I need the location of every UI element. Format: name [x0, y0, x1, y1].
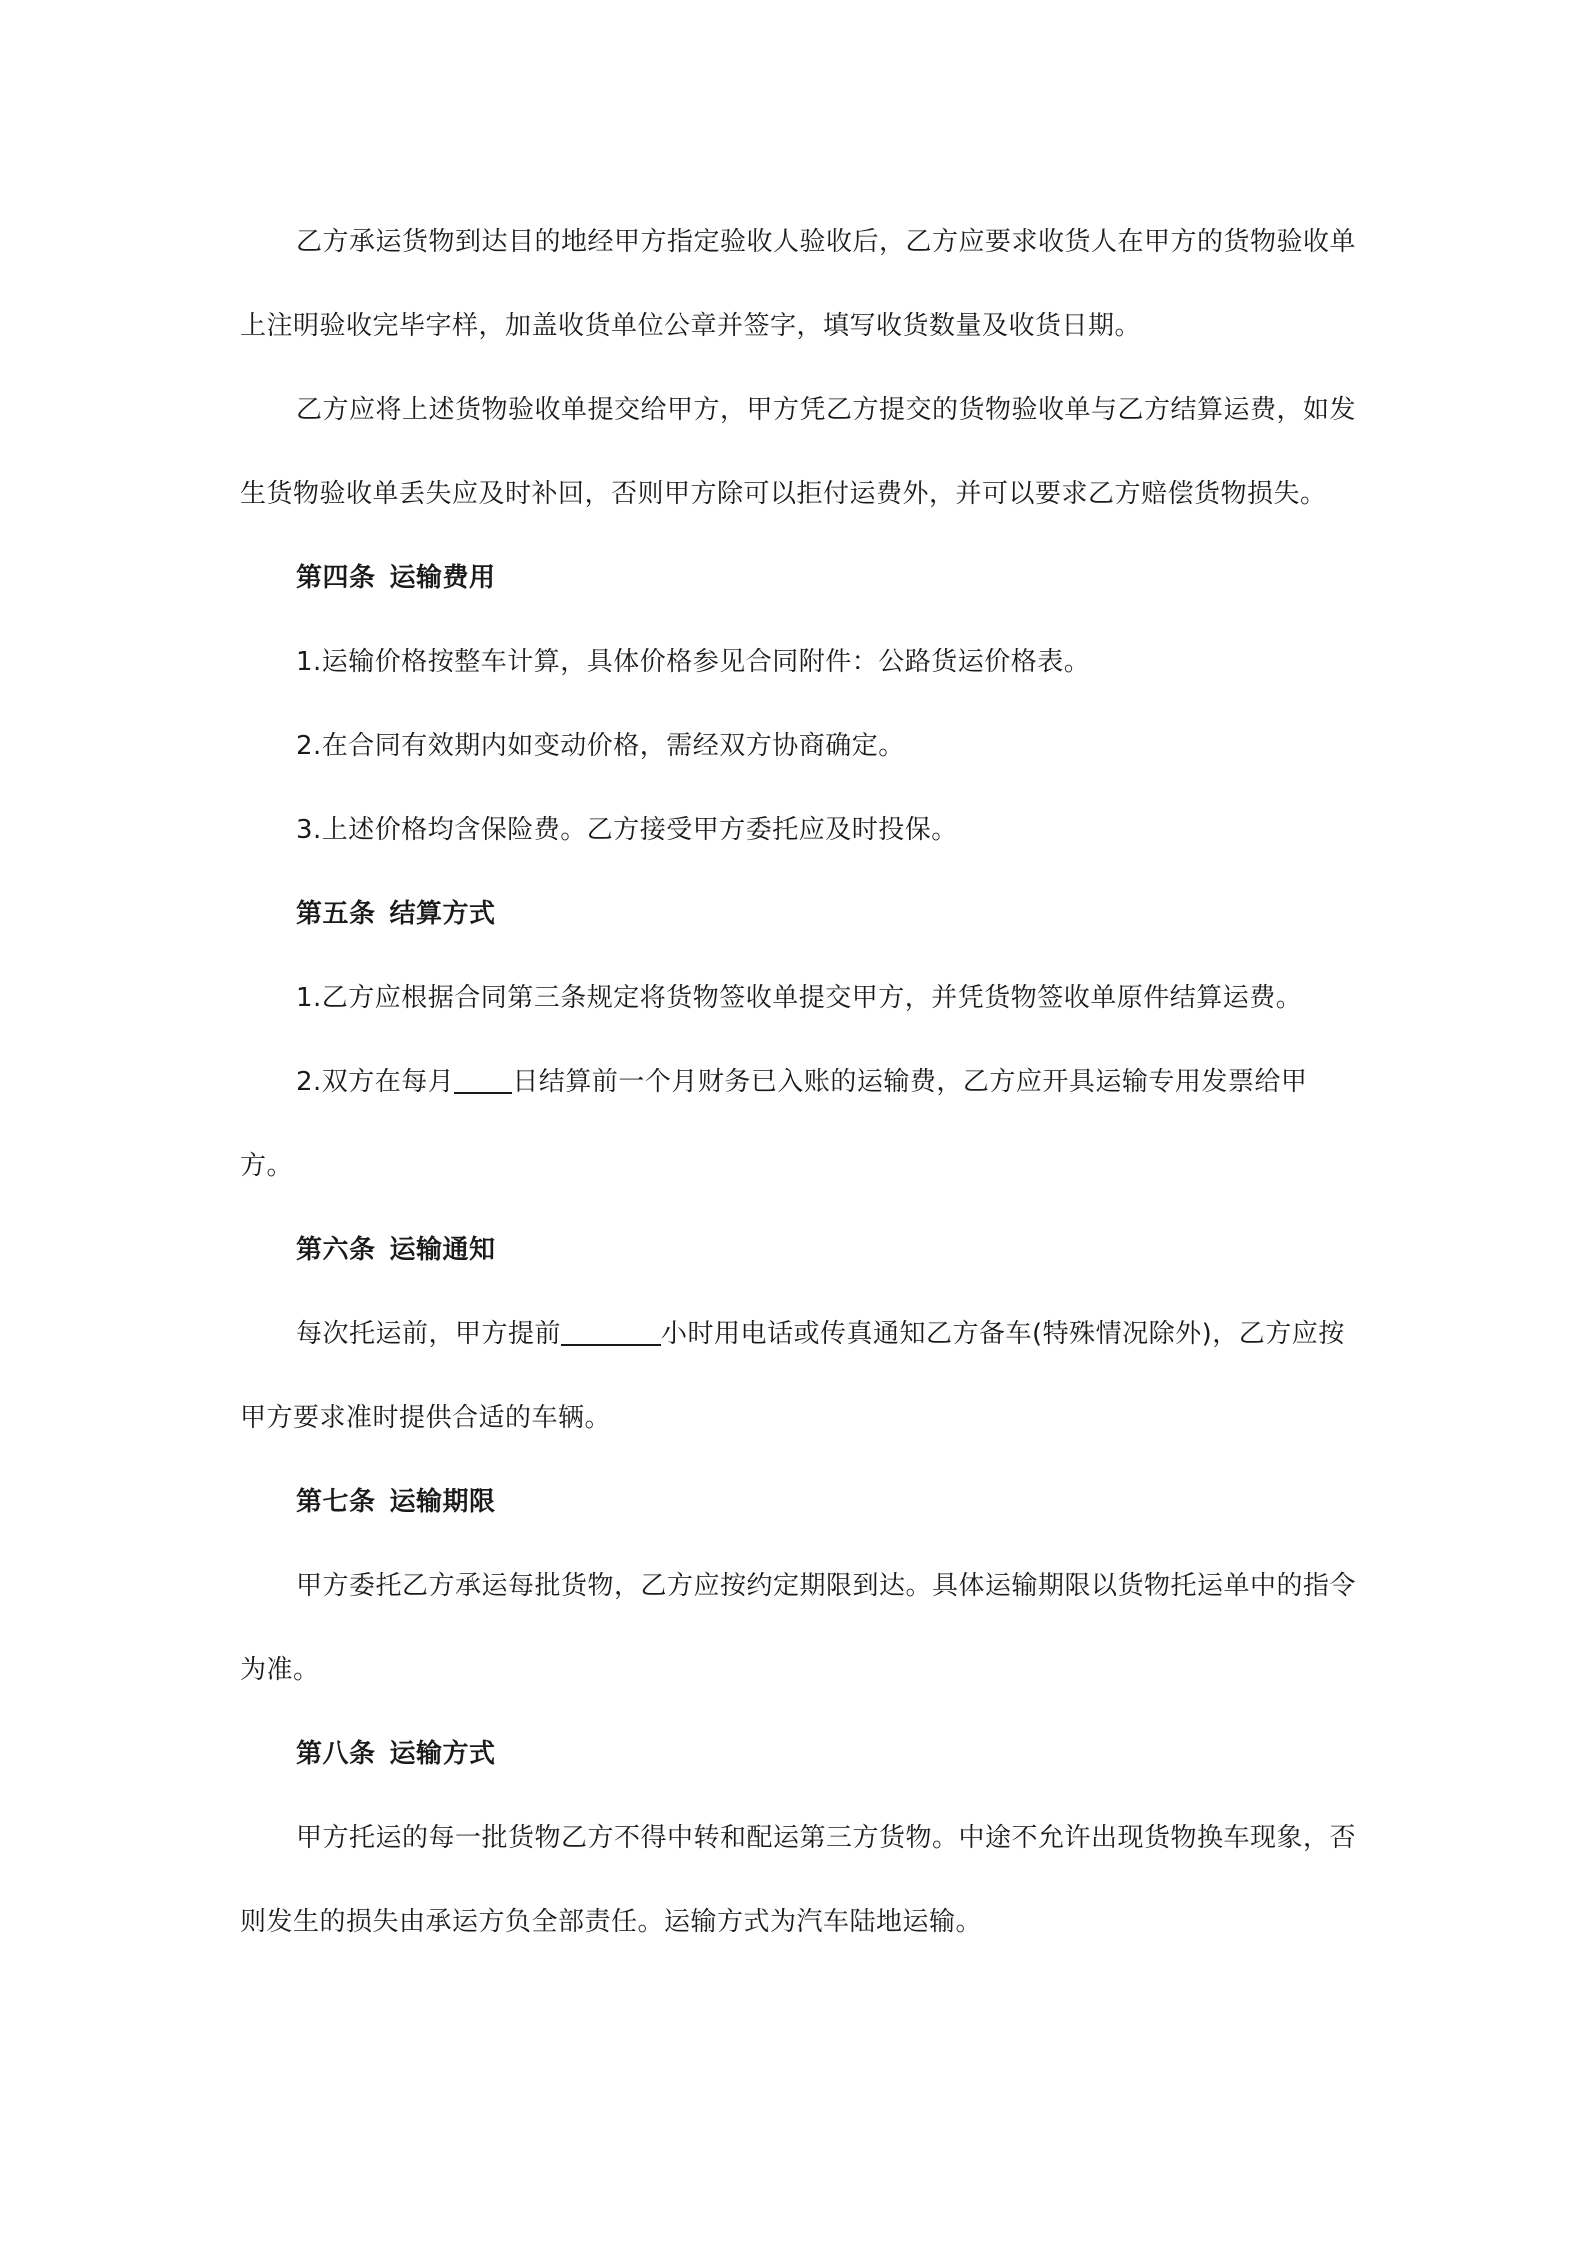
article-6-text	[240, 1292, 1356, 1460]
article-5-title: 结算方式	[389, 899, 496, 929]
article-4-title: 运输费用	[389, 563, 496, 593]
article-4-number: 第四条	[296, 563, 376, 593]
article-7-heading	[240, 1460, 1356, 1544]
paragraph-receipt-submission: 乙方应将上述货物验收单提交给甲方，甲方凭乙方提交的货物验收单与乙方结算运费，如发生货物验收单丢失应及时补回，否则甲方除可以拒付运费外，并可以要求乙方赔偿货物损失。	[240, 395, 1357, 509]
article-6-title: 运输通知	[389, 1235, 496, 1265]
article-6-number: 第六条	[296, 1235, 376, 1265]
article-8-title: 运输方式	[389, 1739, 496, 1769]
article-6-text-after: 小时用电话或传真通知乙方备车(特殊情况除外)，乙方应按甲方要求准时提供合适的车辆。	[240, 1319, 1345, 1433]
article-5-item-2-before: 2.双方在每月	[296, 1067, 455, 1097]
paragraph-acceptance: 乙方承运货物到达目的地经甲方指定验收人验收后，乙方应要求收货人在甲方的货物验收单上注明验收完毕字样，加盖收货单位公章并签字，填写收货数量及收货日期。	[240, 227, 1357, 341]
article-6-heading	[240, 1208, 1356, 1292]
article-8-text: 甲方托运的每一批货物乙方不得中转和配运第三方货物。中途不允许出现货物换车现象，否则发生的损失由承运方负全部责任。运输方式为汽车陆地运输。	[240, 1823, 1357, 1937]
article-4-heading	[240, 536, 1356, 620]
article-7-title: 运输期限	[389, 1487, 496, 1517]
article-6-text-before: 每次托运前，甲方提前	[296, 1319, 562, 1349]
article-7-text: 甲方委托乙方承运每批货物，乙方应按约定期限到达。具体运输期限以货物托运单中的指令为准。	[240, 1571, 1357, 1685]
notice-hours-blank	[561, 1318, 661, 1346]
article-8-heading	[240, 1712, 1356, 1796]
article-5-item-1: 1.乙方应根据合同第三条规定将货物签收单提交甲方，并凭货物签收单原件结算运费。	[296, 983, 1303, 1013]
article-4-item-3: 3.上述价格均含保险费。乙方接受甲方委托应及时投保。	[296, 815, 958, 845]
article-4-item-2: 2.在合同有效期内如变动价格，需经双方协商确定。	[296, 731, 905, 761]
article-5-item-2-after: 日结算前一个月财务已入账的运输费，乙方应开具运输专用发票给甲方。	[240, 1067, 1308, 1181]
settlement-day-blank	[454, 1066, 512, 1094]
article-5-item-2	[240, 1040, 1356, 1208]
article-5-number: 第五条	[296, 899, 376, 929]
article-4-item-1: 1.运输价格按整车计算，具体价格参见合同附件：公路货运价格表。	[296, 647, 1091, 677]
article-7-number: 第七条	[296, 1487, 376, 1517]
article-5-heading	[240, 872, 1356, 956]
article-8-number: 第八条	[296, 1739, 376, 1769]
